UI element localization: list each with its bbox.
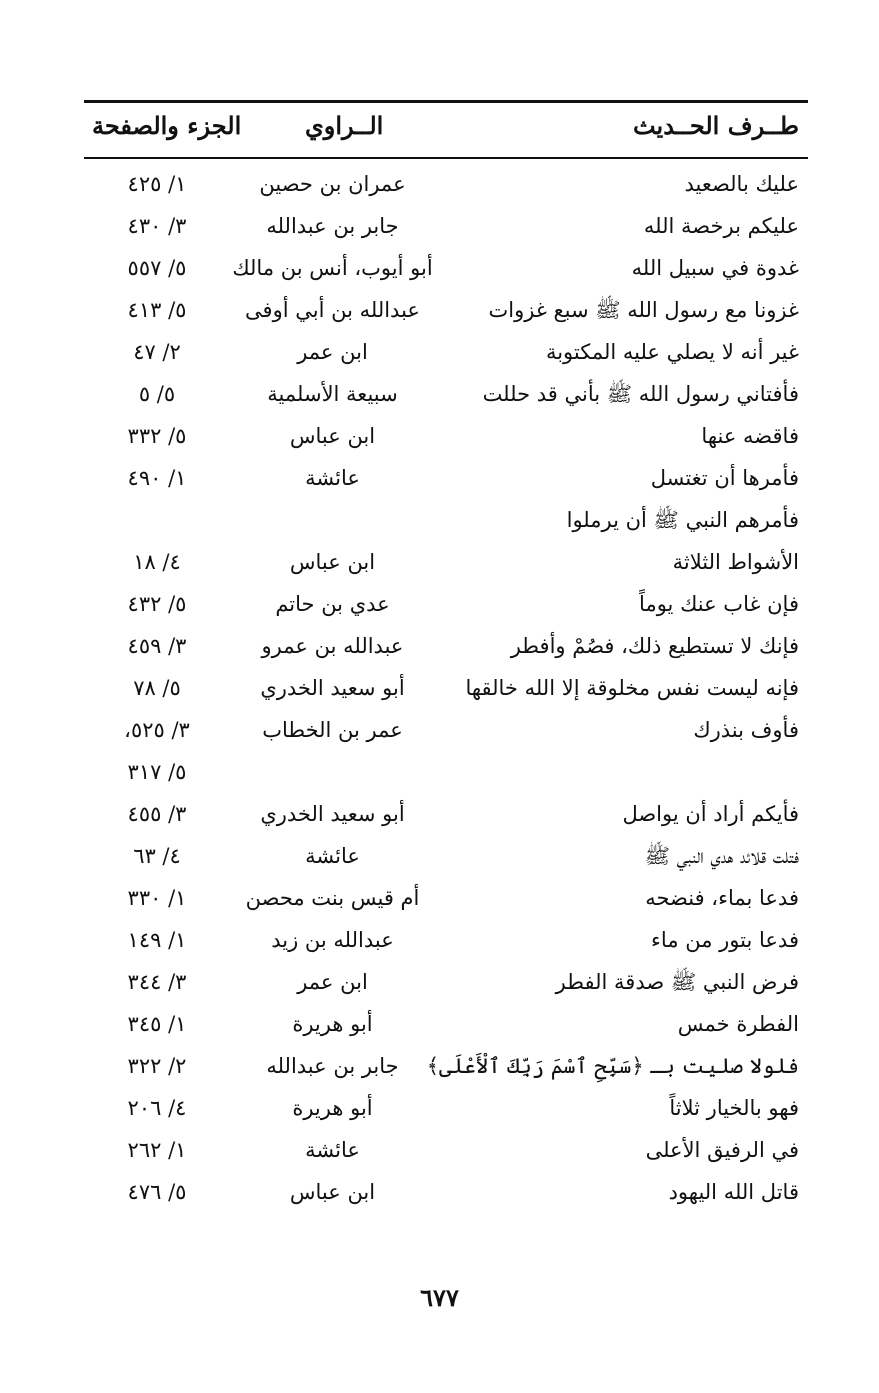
hadith-text: فرض النبي ﷺ صدقة الفطر bbox=[555, 970, 799, 994]
hadith-text: فأفتاني رسول الله ﷺ بأني قد حللت bbox=[482, 382, 799, 406]
hadith-text: غير أنه لا يصلي عليه المكتوبة bbox=[545, 340, 799, 364]
hadith-text: في الرفيق الأعلى bbox=[645, 1138, 799, 1162]
table-row bbox=[0, 289, 879, 331]
table-row bbox=[0, 415, 879, 457]
volume-page-ref: ١/ ٤٢٥ bbox=[127, 172, 187, 196]
narrator: ابن عباس bbox=[289, 550, 376, 574]
narrator: أبو هريرة bbox=[292, 1096, 373, 1120]
volume-page-ref: ٣/ ٤٥٩ bbox=[127, 634, 187, 658]
volume-page-ref: ٤/ ٢٠٦ bbox=[127, 1096, 187, 1120]
hadith-text: فهو بالخيار ثلاثاً bbox=[669, 1096, 799, 1120]
volume-page-ref: ٥/ ٣٣٢ bbox=[127, 424, 187, 448]
volume-page-ref: ١/ ٤٩٠ bbox=[127, 466, 187, 490]
hadith-text: فلولا صليت بـ ﴿سَبِّحِ ٱسْمَ رَبِّكَ ٱلْأَعْلَى﴾ bbox=[426, 1054, 799, 1078]
volume-page-ref: ١/ ٢٦٢ bbox=[127, 1138, 187, 1162]
table-row bbox=[0, 919, 879, 961]
hadith-text: فأيكم أراد أن يواصل bbox=[622, 802, 799, 826]
page-number: ٦٧٧ bbox=[420, 1283, 459, 1312]
header-reference: الجزء والصفحة bbox=[92, 111, 242, 140]
volume-page-ref: ١/ ٣٣٠ bbox=[127, 886, 187, 910]
header-narrator: الــراوي bbox=[305, 111, 384, 140]
volume-page-ref: ٤/ ١٨ bbox=[133, 550, 181, 574]
table-row bbox=[0, 457, 879, 499]
narrator: عبدالله بن عمرو bbox=[261, 634, 404, 658]
narrator: أبو هريرة bbox=[292, 1012, 373, 1036]
table-row bbox=[0, 1129, 879, 1171]
narrator: أبو أيوب، أنس بن مالك bbox=[232, 256, 433, 280]
volume-page-ref: ٥/ ٤٣٢ bbox=[127, 592, 187, 616]
hadith-text: قاتل الله اليهود bbox=[668, 1180, 799, 1204]
hadith-text: فأمرها أن تغتسل bbox=[650, 466, 799, 490]
volume-page-ref: ١/ ١٤٩ bbox=[127, 928, 187, 952]
table-row bbox=[0, 205, 879, 247]
table-row bbox=[0, 1003, 879, 1045]
table-row bbox=[0, 331, 879, 373]
volume-page-ref: ٥/ ٧٨ bbox=[133, 676, 181, 700]
hadith-text: غزونا مع رسول الله ﷺ سبع غزوات bbox=[488, 298, 799, 322]
narrator: جابر بن عبدالله bbox=[266, 214, 399, 238]
table-row bbox=[0, 625, 879, 667]
narrator: عبدالله بن زيد bbox=[271, 928, 394, 952]
hadith-text: الفطرة خمس bbox=[677, 1012, 799, 1036]
table-row bbox=[0, 961, 879, 1003]
hadith-text: فإن غاب عنك يوماً bbox=[639, 592, 799, 616]
narrator: عائشة bbox=[305, 844, 360, 868]
narrator: ابن عباس bbox=[289, 424, 376, 448]
hadith-text: غدوة في سبيل الله bbox=[631, 256, 799, 280]
narrator: عائشة bbox=[305, 466, 360, 490]
narrator: أبو سعيد الخدري bbox=[260, 676, 405, 700]
volume-page-ref: ٣/ ٤٣٠ bbox=[127, 214, 187, 238]
table-row bbox=[0, 499, 879, 583]
table-row bbox=[0, 247, 879, 289]
header-rule bbox=[84, 157, 808, 159]
table-row bbox=[0, 1045, 879, 1087]
volume-page-ref: ٣/ ٣٤٤ bbox=[127, 970, 187, 994]
volume-page-ref: ٥/ ٣١٧ bbox=[127, 760, 187, 784]
table-row bbox=[0, 709, 879, 751]
table-row bbox=[0, 877, 879, 919]
hadith-table bbox=[0, 163, 879, 1213]
table-row bbox=[0, 1171, 879, 1213]
table-row bbox=[0, 373, 879, 415]
table-row bbox=[0, 835, 879, 877]
hadith-text: فإنك لا تستطيع ذلك، فصُمْ وأفطر bbox=[510, 634, 799, 658]
narrator: عمر بن الخطاب bbox=[262, 718, 403, 742]
narrator: عبدالله بن أبي أوفى bbox=[245, 298, 420, 322]
hadith-text: فأمرهم النبي ﷺ أن يرملوا الأشواط الثلاثة bbox=[566, 508, 799, 574]
table-row bbox=[0, 1087, 879, 1129]
top-rule bbox=[84, 100, 808, 103]
volume-page-ref: ٥/ ٥ bbox=[138, 382, 176, 406]
hadith-text: فتلت قلائد هدي النبي ﷺ bbox=[644, 844, 799, 868]
hadith-text: فأوف بنذرك bbox=[693, 718, 799, 742]
table-row bbox=[0, 163, 879, 205]
narrator: عدي بن حاتم bbox=[275, 592, 390, 616]
narrator: عائشة bbox=[305, 1138, 360, 1162]
hadith-text: فدعا بماء، فنضحه bbox=[645, 886, 799, 910]
hadith-text: عليك بالصعيد bbox=[684, 172, 799, 196]
volume-page-ref: ٣/ ٥٢٥، bbox=[124, 718, 190, 742]
volume-page-ref: ٥/ ٤٧٦ bbox=[127, 1180, 187, 1204]
volume-page-ref: ١/ ٣٤٥ bbox=[127, 1012, 187, 1036]
hadith-text: فاقضه عنها bbox=[701, 424, 799, 448]
volume-page-ref: ٤/ ٦٣ bbox=[133, 844, 181, 868]
table-row bbox=[0, 793, 879, 835]
volume-page-ref: ٥/ ٥٥٧ bbox=[127, 256, 187, 280]
hadith-text: فإنه ليست نفس مخلوقة إلا الله خالقها bbox=[465, 676, 799, 700]
volume-page-ref: ٣/ ٤٥٥ bbox=[127, 802, 187, 826]
volume-page-ref: ٥/ ٤١٣ bbox=[127, 298, 187, 322]
narrator: ابن عمر bbox=[297, 340, 368, 364]
narrator: ابن عمر bbox=[297, 970, 368, 994]
narrator: ابن عباس bbox=[289, 1180, 376, 1204]
hadith-text: عليكم برخصة الله bbox=[643, 214, 799, 238]
volume-page-ref: ٢/ ٣٢٢ bbox=[127, 1054, 187, 1078]
narrator: سبيعة الأسلمية bbox=[267, 382, 398, 406]
narrator: جابر بن عبدالله bbox=[266, 1054, 399, 1078]
narrator: عمران بن حصين bbox=[259, 172, 406, 196]
hadith-text: فدعا بتور من ماء bbox=[651, 928, 799, 952]
narrator: أبو سعيد الخدري bbox=[260, 802, 405, 826]
table-row bbox=[0, 751, 879, 793]
narrator: أم قيس بنت محصن bbox=[245, 886, 420, 910]
volume-page-ref: ٢/ ٤٧ bbox=[133, 340, 181, 364]
table-row bbox=[0, 583, 879, 625]
header-hadith: طــرف الحــديث bbox=[632, 111, 799, 140]
table-row bbox=[0, 667, 879, 709]
